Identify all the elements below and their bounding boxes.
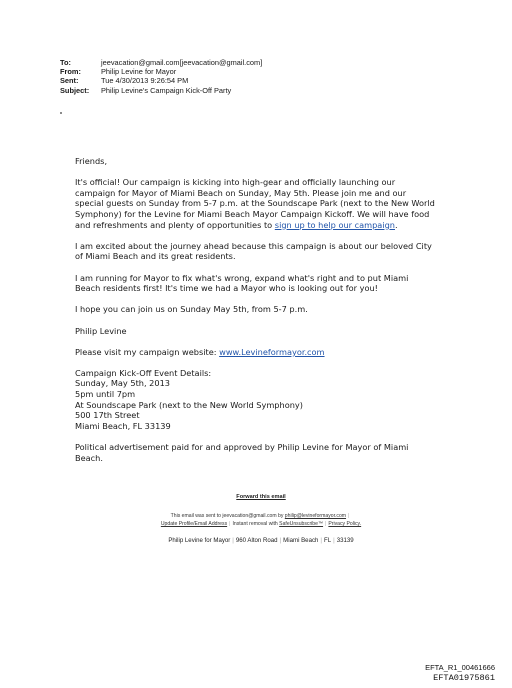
header-sent-row [60, 76, 262, 85]
paragraph-official-end: . [394, 219, 398, 230]
event-place: At Soundscape Park (next to the New World Symphony) [75, 399, 303, 410]
stray-dot [60, 112, 62, 114]
footer-address: Philip Levine for Mayor | 960 Alton Road | Miami Beach | FL | 33139 [168, 537, 354, 544]
addr-zip: 33139 [336, 537, 354, 544]
event-title: Campaign Kick-Off Event Details: [75, 367, 212, 378]
email-body [75, 156, 435, 474]
header-subject-row [60, 86, 262, 95]
sent-value: Tue 4/30/2013 9:26:54 PM [101, 76, 189, 86]
header-to-row [60, 58, 262, 67]
addr-street: 960 Alton Road [235, 537, 278, 544]
paragraph-official [75, 177, 435, 230]
subject-value: Philip Levine's Campaign Kick-Off Party [101, 85, 232, 95]
event-city: Miami Beach, FL 33139 [75, 420, 171, 431]
to-label: To: [60, 58, 71, 67]
bates-stamp-2: EFTA01975861 [433, 673, 495, 683]
email-header [60, 58, 262, 95]
forward-email-link[interactable]: Forward this email [236, 494, 286, 500]
addr-city: Miami Beach [283, 537, 319, 544]
paragraph-excited: I am excited about the journey ahead because this campaign is about our beloved City of Miami Beach and its great residents. [75, 240, 432, 262]
signature: Philip Levine [75, 325, 127, 336]
disclaimer: Political advertisement paid for and approved by Philip Levine for Mayor of Miami Beach. [75, 442, 409, 463]
website-prefix: Please visit my campaign website: [75, 346, 220, 357]
sent-to-line: This email was sent to jeevacation@gmail.com by philip@levineformayor.com | [170, 513, 350, 519]
website-line [75, 347, 435, 358]
addr-state: FL [324, 537, 332, 544]
footer-fineprint [0, 512, 512, 528]
safe-unsubscribe-link[interactable]: SafeUnsubscribe™ [279, 521, 324, 527]
event-time: 5pm until 7pm [75, 389, 136, 400]
org-name: Philip Levine for Mayor [168, 537, 231, 544]
sent-label: Sent: [60, 76, 79, 86]
paragraph-official-text: It's official! Our campaign is kicking into high-gear and officially launching our campaign for Mayor of Miami Beach on Sunday, May 5th. Please join me and our special guests on Sunday from 5-7 p.m. at the Soundscape Park (next to the New World Symphony) for the Levine for Miami Beach Mayor Campaign Kickoff. We will have food and refreshments and plenty of opportunities to [75, 177, 435, 230]
paragraph-join: I hope you can join us on Sunday May 5th, from 5-7 p.m. [75, 304, 308, 315]
instant-removal-text: Instant removal with [232, 521, 280, 527]
manage-line: Update Profile/Email Address | Instant removal with SafeUnsubscribe™ | Privacy Policy. [160, 521, 362, 527]
event-details [75, 368, 435, 432]
sent-to-text: This email was sent to jeevacation@gmail.com by [170, 513, 285, 519]
sender-email-link[interactable]: philip@levineformayor.com [284, 513, 347, 519]
from-value: Philip Levine for Mayor [101, 67, 177, 77]
from-label: From: [60, 67, 81, 77]
event-street: 500 17th Street [75, 410, 140, 421]
website-link[interactable]: www.Levineformayor.com [219, 346, 325, 357]
bates-stamp-1: EFTA_R1_00461666 [425, 663, 495, 672]
subject-label: Subject: [60, 85, 90, 95]
signup-link[interactable]: sign up to help our campaign [274, 219, 395, 230]
header-from-row [60, 67, 262, 76]
to-value: jeevacation@gmail.com[jeevacation@gmail.com] [101, 58, 263, 67]
privacy-policy-link[interactable]: Privacy Policy. [328, 521, 362, 527]
paragraph-running: I am running for Mayor to fix what's wrong, expand what's right and to put Miami Beach residents first! It's time we had a Mayor who is looking out for you! [75, 272, 409, 294]
greeting: Friends, [75, 156, 108, 166]
update-profile-link[interactable]: Update Profile/Email Address [160, 521, 228, 527]
event-date: Sunday, May 5th, 2013 [75, 378, 171, 389]
